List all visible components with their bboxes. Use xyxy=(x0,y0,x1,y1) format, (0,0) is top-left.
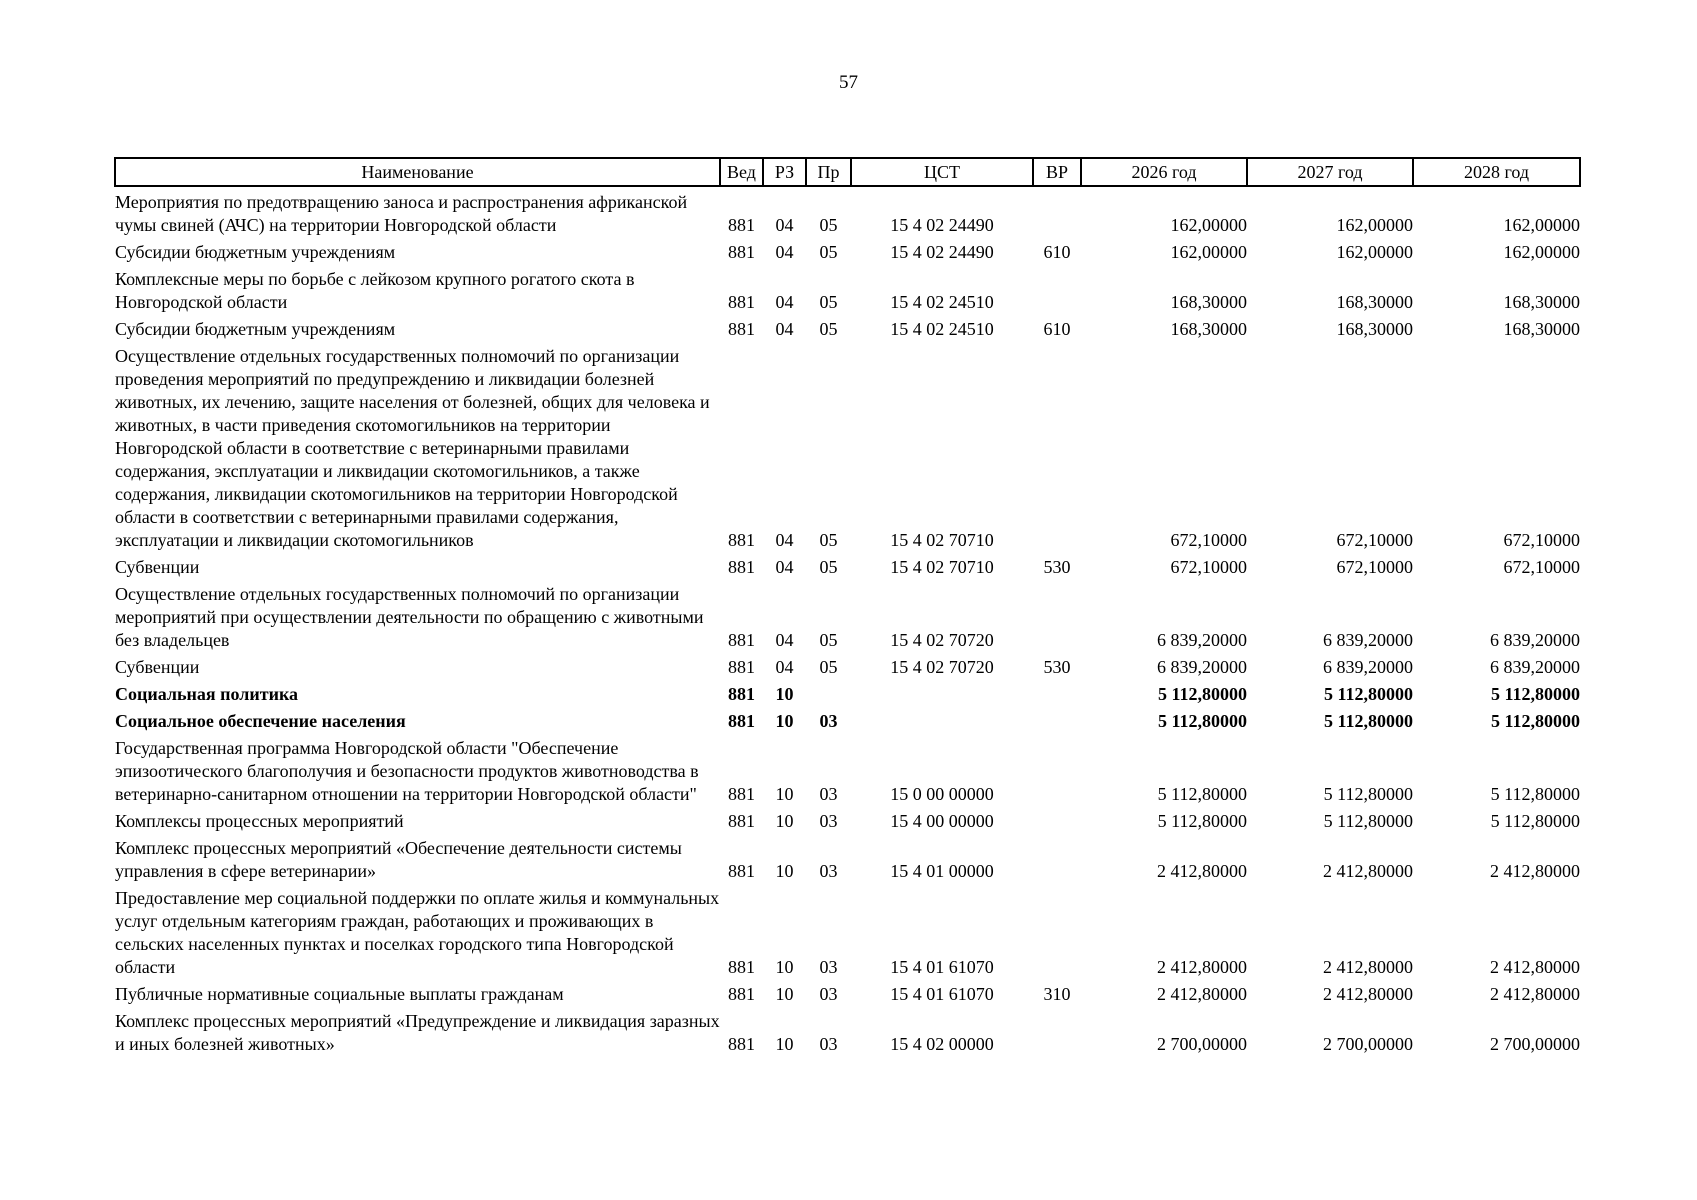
row-rz: 10 xyxy=(775,984,794,1004)
row-pr xyxy=(806,682,851,709)
row-2027: 2 700,00000 xyxy=(1323,1034,1413,1054)
row-vr: 610 xyxy=(1043,242,1071,262)
table-row xyxy=(115,582,1580,655)
row-pr: 05 xyxy=(819,292,838,312)
row-cst: 15 4 02 24510 xyxy=(890,292,994,312)
row-vr: 530 xyxy=(1043,657,1071,677)
row-2026: 5 112,80000 xyxy=(1157,684,1247,704)
row-2026: 5 112,80000 xyxy=(1157,711,1247,731)
row-cst: 15 4 02 24490 xyxy=(890,242,994,262)
row-vr xyxy=(1033,836,1081,886)
row-vr: 530 xyxy=(1043,557,1071,577)
row-cst: 15 4 02 70710 xyxy=(890,530,994,550)
row-2027: 162,00000 xyxy=(1336,215,1413,235)
row-2028: 5 112,80000 xyxy=(1490,784,1580,804)
row-name: Мероприятия по предотвращению заноса и распространения африканской чумы свиней (АЧС) на территории Новгородской области xyxy=(115,192,688,235)
table-row xyxy=(115,809,1580,836)
row-cst: 15 4 01 00000 xyxy=(890,861,994,881)
header-2027: 2027 год xyxy=(1247,158,1413,186)
table-body xyxy=(115,186,1580,1059)
row-2026: 6 839,20000 xyxy=(1157,657,1247,677)
header-2026: 2026 год xyxy=(1081,158,1247,186)
row-vr xyxy=(1033,736,1081,809)
row-pr: 03 xyxy=(819,784,838,804)
row-2026: 162,00000 xyxy=(1170,215,1247,235)
row-2027: 672,10000 xyxy=(1336,530,1413,550)
row-2028: 168,30000 xyxy=(1503,319,1580,339)
row-2027: 2 412,80000 xyxy=(1323,861,1413,881)
row-rz: 10 xyxy=(775,861,794,881)
header-cst: ЦСТ xyxy=(851,158,1033,186)
row-2026: 2 412,80000 xyxy=(1157,984,1247,1004)
row-vr xyxy=(1033,1009,1081,1059)
row-2028: 6 839,20000 xyxy=(1490,657,1580,677)
row-cst: 15 4 02 70720 xyxy=(890,657,994,677)
row-vr xyxy=(1033,709,1081,736)
row-2028: 2 700,00000 xyxy=(1490,1034,1580,1054)
row-vr xyxy=(1033,582,1081,655)
row-rz: 10 xyxy=(775,784,794,804)
row-2026: 672,10000 xyxy=(1170,530,1247,550)
row-rz: 04 xyxy=(775,292,794,312)
row-ved: 881 xyxy=(728,984,755,1004)
table-row xyxy=(115,709,1580,736)
row-cst xyxy=(851,709,1033,736)
row-ved: 881 xyxy=(728,657,755,677)
row-ved: 881 xyxy=(728,861,755,881)
row-vr xyxy=(1033,267,1081,317)
row-rz: 04 xyxy=(775,319,794,339)
row-name: Осуществление отдельных государственных полномочий по организации проведения мероприятий по предупреждению и ликвидации болезней животных, их лечению, защите населения от болезней, общих для человека и животных, в части приведения скотомогильников на территории Новгородской области в соответствие с ветеринарными правилами содержания, эксплуатации и ликвидации скотомогильников, а также содержания, ликвидации скотомогильников на территории Новгородской области в соответствии с ветеринарными правилами содержания, эксплуатации и ликвидации скотомогильников xyxy=(115,346,710,550)
row-name: Предоставление мер социальной поддержки по оплате жилья и коммунальных услуг отдельным категориям граждан, работающих и проживающих в сельских населенных пунктах и поселках городского типа Новгородской области xyxy=(115,888,720,977)
row-2028: 5 112,80000 xyxy=(1490,811,1580,831)
row-rz: 04 xyxy=(775,630,794,650)
row-name: Комплекс процессных мероприятий «Обеспечение деятельности системы управления в сфере ветеринарии» xyxy=(115,838,682,881)
table-header-row xyxy=(115,158,1580,186)
table-row xyxy=(115,655,1580,682)
row-2026: 5 112,80000 xyxy=(1157,811,1247,831)
header-rz: РЗ xyxy=(763,158,806,186)
row-ved: 881 xyxy=(728,684,755,704)
row-rz: 10 xyxy=(775,811,794,831)
row-2026: 6 839,20000 xyxy=(1157,630,1247,650)
row-ved: 881 xyxy=(728,215,755,235)
row-2027: 168,30000 xyxy=(1336,292,1413,312)
row-vr xyxy=(1033,186,1081,240)
row-rz: 04 xyxy=(775,242,794,262)
row-2026: 2 412,80000 xyxy=(1157,861,1247,881)
row-2027: 672,10000 xyxy=(1336,557,1413,577)
row-cst xyxy=(851,682,1033,709)
table-row xyxy=(115,1009,1580,1059)
row-name: Субсидии бюджетным учреждениям xyxy=(115,242,396,262)
row-2026: 672,10000 xyxy=(1170,557,1247,577)
row-2028: 5 112,80000 xyxy=(1490,711,1580,731)
page-number: 57 xyxy=(839,72,858,93)
table-row xyxy=(115,836,1580,886)
table-row xyxy=(115,186,1580,240)
table-row xyxy=(115,240,1580,267)
row-ved: 881 xyxy=(728,711,755,731)
row-pr: 05 xyxy=(819,530,838,550)
row-vr: 610 xyxy=(1043,319,1071,339)
row-ved: 881 xyxy=(728,530,755,550)
row-2026: 2 700,00000 xyxy=(1157,1034,1247,1054)
row-cst: 15 4 02 70710 xyxy=(890,557,994,577)
table-row xyxy=(115,886,1580,982)
row-name: Субвенции xyxy=(115,657,200,677)
row-vr xyxy=(1033,344,1081,555)
row-rz: 04 xyxy=(775,530,794,550)
row-name: Комплексы процессных мероприятий xyxy=(115,811,404,831)
header-name: Наименование xyxy=(115,158,720,186)
row-name: Комплекс процессных мероприятий «Предупреждение и ликвидация заразных и иных болезней животных» xyxy=(115,1011,720,1054)
row-2028: 6 839,20000 xyxy=(1490,630,1580,650)
row-2026: 168,30000 xyxy=(1170,319,1247,339)
row-vr xyxy=(1033,886,1081,982)
row-cst: 15 4 01 61070 xyxy=(890,957,994,977)
row-pr: 03 xyxy=(819,861,838,881)
row-cst: 15 0 00 00000 xyxy=(890,784,994,804)
row-2027: 6 839,20000 xyxy=(1323,657,1413,677)
table-row xyxy=(115,317,1580,344)
row-cst: 15 4 02 24490 xyxy=(890,215,994,235)
row-rz: 10 xyxy=(775,684,794,704)
row-name: Субвенции xyxy=(115,557,200,577)
row-vr: 310 xyxy=(1043,984,1071,1004)
row-pr: 05 xyxy=(819,557,838,577)
table-row xyxy=(115,682,1580,709)
table-row xyxy=(115,555,1580,582)
table-row xyxy=(115,267,1580,317)
row-ved: 881 xyxy=(728,242,755,262)
row-cst: 15 4 02 00000 xyxy=(890,1034,994,1054)
table-row xyxy=(115,736,1580,809)
row-ved: 881 xyxy=(728,957,755,977)
row-pr: 05 xyxy=(819,630,838,650)
row-ved: 881 xyxy=(728,319,755,339)
row-2028: 672,10000 xyxy=(1503,530,1580,550)
row-cst: 15 4 02 70720 xyxy=(890,630,994,650)
row-ved: 881 xyxy=(728,292,755,312)
row-pr: 03 xyxy=(819,811,838,831)
row-name: Осуществление отдельных государственных полномочий по организации мероприятий при осуществлении деятельности по обращению с животными без владельцев xyxy=(115,584,704,650)
row-ved: 881 xyxy=(728,557,755,577)
row-name: Социальная политика xyxy=(115,684,299,704)
row-ved: 881 xyxy=(728,811,755,831)
row-name: Публичные нормативные социальные выплаты гражданам xyxy=(115,984,564,1004)
row-2028: 162,00000 xyxy=(1503,215,1580,235)
row-rz: 10 xyxy=(775,1034,794,1054)
row-2028: 2 412,80000 xyxy=(1490,984,1580,1004)
row-vr xyxy=(1033,809,1081,836)
row-2027: 5 112,80000 xyxy=(1323,684,1413,704)
row-cst: 15 4 02 24510 xyxy=(890,319,994,339)
row-name: Социальное обеспечение населения xyxy=(115,711,406,731)
row-2026: 5 112,80000 xyxy=(1157,784,1247,804)
row-2028: 162,00000 xyxy=(1503,242,1580,262)
row-2026: 2 412,80000 xyxy=(1157,957,1247,977)
header-pr: Пр xyxy=(806,158,851,186)
row-2028: 5 112,80000 xyxy=(1490,684,1580,704)
row-rz: 10 xyxy=(775,711,794,731)
row-cst: 15 4 01 61070 xyxy=(890,984,994,1004)
row-2028: 2 412,80000 xyxy=(1490,861,1580,881)
row-name: Государственная программа Новгородской области "Обеспечение эпизоотического благополучия и безопасности продуктов животноводства в ветеринарно-санитарном отношении на территории Новгородской области" xyxy=(115,738,699,804)
row-2027: 5 112,80000 xyxy=(1323,784,1413,804)
row-pr: 03 xyxy=(819,1034,838,1054)
row-name: Комплексные меры по борьбе с лейкозом крупного рогатого скота в Новгородской области xyxy=(115,269,635,312)
row-2027: 5 112,80000 xyxy=(1323,711,1413,731)
row-ved: 881 xyxy=(728,630,755,650)
row-pr: 05 xyxy=(819,657,838,677)
row-ved: 881 xyxy=(728,784,755,804)
row-vr xyxy=(1033,682,1081,709)
table-row xyxy=(115,344,1580,555)
row-rz: 04 xyxy=(775,557,794,577)
row-rz: 04 xyxy=(775,657,794,677)
row-rz: 04 xyxy=(775,215,794,235)
header-ved: Вед xyxy=(720,158,763,186)
row-2027: 5 112,80000 xyxy=(1323,811,1413,831)
row-2028: 2 412,80000 xyxy=(1490,957,1580,977)
row-ved: 881 xyxy=(728,1034,755,1054)
table-row xyxy=(115,982,1580,1009)
row-pr: 03 xyxy=(819,957,838,977)
row-2026: 168,30000 xyxy=(1170,292,1247,312)
row-2027: 6 839,20000 xyxy=(1323,630,1413,650)
row-2027: 168,30000 xyxy=(1336,319,1413,339)
row-pr: 03 xyxy=(819,711,838,731)
header-2028: 2028 год xyxy=(1413,158,1580,186)
row-name: Субсидии бюджетным учреждениям xyxy=(115,319,396,339)
row-2027: 2 412,80000 xyxy=(1323,957,1413,977)
row-cst: 15 4 00 00000 xyxy=(890,811,994,831)
header-vr: ВР xyxy=(1033,158,1081,186)
row-pr: 03 xyxy=(819,984,838,1004)
row-2026: 162,00000 xyxy=(1170,242,1247,262)
row-pr: 05 xyxy=(819,242,838,262)
row-2028: 168,30000 xyxy=(1503,292,1580,312)
row-pr: 05 xyxy=(819,319,838,339)
row-rz: 10 xyxy=(775,957,794,977)
row-2027: 162,00000 xyxy=(1336,242,1413,262)
row-pr: 05 xyxy=(819,215,838,235)
row-2028: 672,10000 xyxy=(1503,557,1580,577)
budget-table xyxy=(114,157,1581,1059)
row-2027: 2 412,80000 xyxy=(1323,984,1413,1004)
